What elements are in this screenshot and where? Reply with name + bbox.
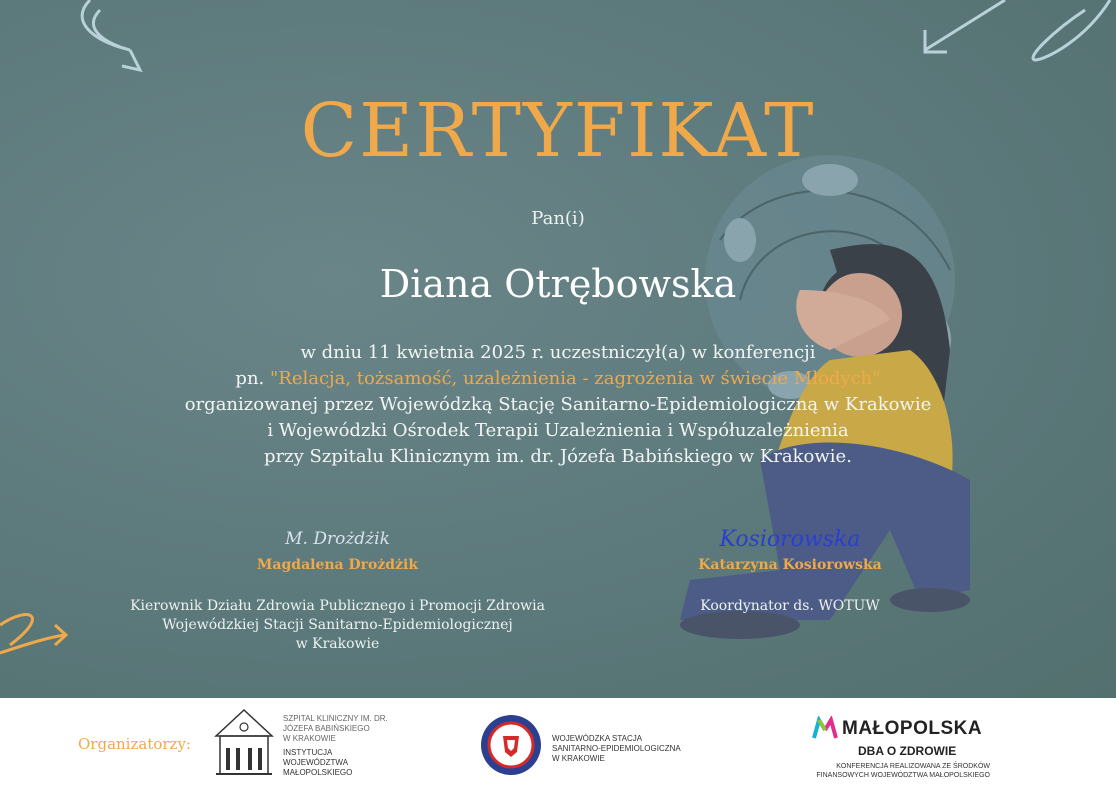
hospital-line: INSTYTUCJA	[283, 748, 333, 757]
malopolska-logo-icon	[812, 716, 838, 740]
sanepid-line: WOJEWÓDZKA STACJA	[552, 734, 643, 743]
arrow-decoration-top-right	[915, 0, 1115, 80]
body-line-5: przy Szpitalu Klinicznym im. dr. Józefa Babińskiego w Krakowie.	[264, 446, 852, 467]
recipient-name: Diana Otrębowska	[379, 262, 737, 306]
hospital-line: JÓZEFA BABIŃSKIEGO	[283, 724, 370, 733]
certificate-body	[0, 340, 1116, 470]
signatory-role-line: Wojewódzkiej Stacji Sanitarno-Epidemiologicznej	[162, 617, 513, 633]
signature-handwriting: Kosiorowska	[719, 527, 861, 552]
funding-note-line: KONFERENCJA REALIZOWANA ZE ŚRODKÓW	[836, 763, 990, 770]
hospital-building-icon	[212, 708, 276, 778]
organizers-label: Organizatorzy:	[78, 735, 191, 753]
signatory-name: Magdalena Drożdżik	[256, 557, 419, 573]
arrow-decoration-bottom-left	[0, 605, 80, 665]
signatory-role-line: w Krakowie	[295, 636, 380, 652]
signatory-name: Katarzyna Kosiorowska	[698, 557, 882, 573]
arrow-decoration-top-left	[60, 0, 160, 80]
body-line-2	[0, 366, 1116, 392]
sanepid-name	[552, 734, 681, 764]
certificate-title: CERTYFIKAT	[300, 88, 816, 174]
signature-handwriting: M. Drożdżik	[285, 529, 390, 549]
funding-note	[780, 762, 990, 780]
malopolska-tagline: DBA O ZDROWIE	[858, 744, 957, 758]
signatory-role-line: Koordynator ds. WOTUW	[700, 598, 880, 614]
sanitary-inspection-seal-icon	[480, 714, 542, 776]
sanepid-line: W KRAKOWIE	[552, 754, 605, 763]
funding-note-line: FINANSOWYCH WOJEWÓDZTWA MAŁOPOLSKIEGO	[816, 772, 990, 779]
hospital-line: W KRAKOWIE	[283, 734, 336, 743]
malopolska-brand: MAŁOPOLSKA	[842, 718, 983, 739]
hospital-name	[283, 714, 388, 778]
hospital-line: WOJEWÓDZTWA	[283, 758, 349, 767]
signature-right	[650, 527, 930, 616]
signature-left	[120, 530, 555, 654]
body-line-2-prefix: pn.	[235, 368, 270, 389]
salutation: Pan(i)	[531, 208, 585, 229]
conference-name: "Relacja, tożsamość, uzależnienia - zagrożenia w świecie Młodych"	[269, 368, 881, 389]
body-line-3: organizowanej przez Wojewódzką Stację Sanitarno-Epidemiologiczną w Krakowie	[184, 394, 932, 415]
body-line-4: i Wojewódzki Ośrodek Terapii Uzależnienia i Współuzależnienia	[267, 420, 849, 441]
sanepid-line: SANITARNO-EPIDEMIOLOGICZNA	[552, 744, 681, 753]
body-line-1: w dniu 11 kwietnia 2025 r. uczestniczył(a) w konferencji	[300, 342, 816, 363]
hospital-line: MAŁOPOLSKIEGO	[283, 768, 353, 777]
hospital-line: SZPITAL KLINICZNY IM. DR.	[283, 714, 388, 723]
footer-organizers	[0, 698, 1116, 786]
signatory-role-line: Kierownik Działu Zdrowia Publicznego i Promocji Zdrowia	[130, 598, 545, 614]
